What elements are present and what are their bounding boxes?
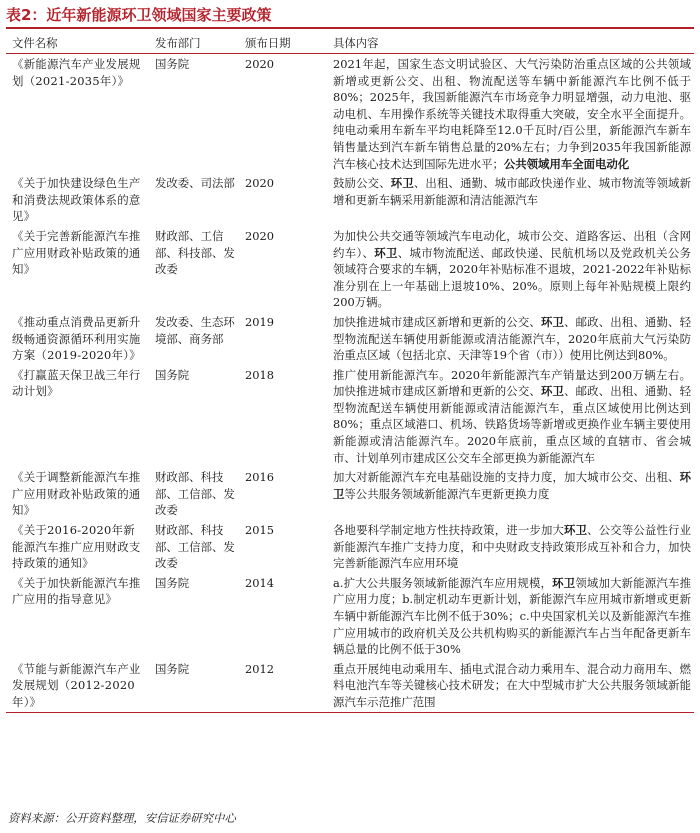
content-text: 、公交等公益性行业新能源汽车推广支持力度，和中央财政支持政策形成互补和合力，加快完善新能源汽车应用环境	[333, 523, 691, 571]
cell-document-name: 《节能与新能源汽车产业发展规划（2012-2020年）》	[6, 659, 149, 712]
cell-content	[327, 573, 694, 659]
content-text: 推广使用新能源汽车。2020年新能源汽车产销量达到200万辆左右。加快推进城市建成区新增和更新的公交、	[333, 367, 691, 399]
cell-document-name: 《关于完善新能源汽车推广应用财政补贴政策的通知》	[12, 228, 141, 277]
cell-content	[327, 312, 694, 365]
title-bar	[6, 5, 694, 29]
cell-content	[327, 365, 694, 468]
cell-department: 国务院	[155, 367, 190, 382]
table-row	[6, 573, 694, 659]
table-row	[6, 54, 694, 174]
column-header-dept: 发布部门	[149, 34, 239, 54]
table-row	[6, 467, 694, 520]
cell-content	[327, 226, 694, 312]
cell-date: 2016	[245, 470, 274, 485]
cell-date: 2012	[239, 659, 327, 712]
content-text: a.扩大公共服务领域新能源汽车应用规模，	[333, 575, 553, 590]
cell-content	[327, 520, 694, 573]
cell-date: 2018	[245, 367, 274, 382]
cell-date: 2020	[245, 176, 274, 191]
highlight-text: 环卫	[333, 470, 691, 501]
highlight-text: 环卫	[374, 245, 398, 260]
cell-document-name: 《打赢蓝天保卫战三年行动计划》	[12, 367, 141, 399]
cell-document-name: 《关于加快新能源汽车推广应用的指导意见》	[12, 575, 141, 607]
highlight-text: 环卫	[552, 575, 576, 590]
cell-department: 财政部、科技部、工信部、发改委	[155, 523, 235, 571]
content-text: 各地要科学制定地方性扶持政策，进一步加大	[333, 523, 565, 538]
table-row	[6, 520, 694, 573]
cell-content	[327, 54, 694, 174]
table-row	[6, 659, 694, 712]
cell-document-name: 《关于2016-2020年新能源汽车推广应用财政支持政策的通知》	[12, 523, 141, 571]
content-text: 、邮政、出租、通勤、轻型物流配送车辆使用新能源或清洁能源汽车，2020年底前大气污染防治重点区域（包括北京、天津等19个省（市））使用比例达到80%。	[333, 314, 691, 363]
cell-document-name: 《关于调整新能源汽车推广应用财政补贴政策的通知》	[12, 470, 141, 518]
cell-department: 发改委、司法部	[155, 176, 235, 191]
cell-department: 国务院	[155, 57, 190, 71]
cell-date: 2014	[245, 575, 274, 590]
column-header-content: 具体内容	[327, 34, 694, 54]
highlight-text: 环卫	[540, 384, 565, 399]
cell-department: 国务院	[155, 575, 190, 590]
cell-document-name: 《推动重点消费品更新升级畅通资源循环利用实施方案（2019-2020年）》	[12, 314, 141, 363]
content-text: 2021年起，国家生态文明试验区、大气污染防治重点区域的公共领域新增或更新公交、出租、物流配送等车辆中新能源汽车比例不低于80%；2025年，我国新能源汽车市场竞争力明显增强，动力电池、驱动电机、车用操作系统等关键技术取得重大突破，安全水平全面提升。纯电动乘用车新车平均电耗降至12.0千瓦时/百公里，新能源汽车新车销售量达到汽车新车销售总量的20%左右；力争到2035年我国新能源汽车核心技术达到国际先进水平；	[333, 57, 691, 171]
table-row	[6, 365, 694, 468]
content-text: 为加快公共交通等领域汽车电动化，城市公交、道路客运、出租（含网约车）、	[333, 228, 691, 260]
content-text: 重点开展纯电动乘用车、插电式混合动力乘用车、混合动力商用车、燃料电池汽车等关键核心技术研发；在大中型城市扩大公共服务领域新能源汽车示范推广范围	[333, 661, 691, 709]
cell-department: 财政部、科技部、工信部、发改委	[155, 470, 235, 518]
table-row	[6, 226, 694, 312]
column-header-doc: 文件名称	[6, 34, 149, 54]
content-text: 、邮政、出租、通勤、轻型物流配送车辆使用新能源或清洁能源汽车，重点区域使用比例达到80%；重点区域港口、机场、铁路货场等新增或更换作业车辆主要使用新能源或清洁能源汽车。2020年底前，重点区域的直辖市、省会城市、计划单列市建成区公交车全部更换为新能源汽车	[333, 384, 691, 465]
highlight-text: 环卫	[564, 523, 588, 538]
cell-content	[327, 173, 694, 226]
cell-date: 2020	[245, 57, 274, 71]
policy-table-body	[6, 54, 694, 713]
content-text: 、城市物流配送、邮政快递、民航机场以及党政机关公务领域符合要求的车辆，2020年补贴标准不退坡，2021-2022年补贴标准分别在上一年基础上退坡10%、20%。原则上每年补贴规模上限约200万辆。	[333, 245, 691, 310]
cell-document-name: 《关于加快建设绿色生产和消费法规政策体系的意见》	[12, 176, 141, 224]
highlight-text: 环卫	[390, 176, 414, 191]
column-header-date: 颁布日期	[239, 34, 327, 54]
content-text: 鼓励公交、	[333, 176, 391, 191]
source-note: 资料来源：公开资料整理，安信证券研究中心	[8, 811, 236, 825]
content-text: 等公共服务领域新能源汽车更新更换力度	[344, 486, 550, 501]
highlight-text: 环卫	[540, 314, 565, 329]
content-text: 领域加大新能源汽车推广应用力度；b.制定机动车更新计划，新能源汽车应用城市新增或更新车辆中新能源汽车比例不低于30%；c.中央国家机关以及新能源汽车推广应用城市的政府机关及公共机构购买的新能源汽车占当年配备更新车辆总量的比例不低于30%	[333, 575, 691, 657]
highlight-text: 公共领域用车全面电动化	[503, 156, 630, 171]
table-header-row	[6, 34, 694, 54]
table-title: 表2：近年新能源环卫领域国家主要政策	[6, 6, 272, 24]
cell-date: 2019	[245, 314, 274, 329]
content-text: 、出租、通勤、城市邮政快递作业、城市物流等领域新增和更新车辆采用新能源和清洁能源汽车	[333, 176, 691, 207]
cell-document-name: 《新能源汽车产业发展规划（2021-2035年）》	[12, 57, 141, 88]
cell-date: 2020	[245, 228, 274, 243]
cell-content	[327, 467, 694, 520]
content-text: 加大对新能源汽车充电基础设施的支持力度，加大城市公交、出租、	[333, 470, 680, 485]
policy-table	[6, 34, 694, 713]
cell-date: 2015	[245, 523, 274, 538]
cell-department: 财政部、工信部、科技部、发改委	[155, 228, 235, 277]
cell-department: 发改委、生态环境部、商务部	[155, 314, 235, 346]
table-row	[6, 312, 694, 365]
cell-content	[327, 659, 694, 712]
cell-department: 国务院	[149, 659, 239, 712]
content-text: 加快推进城市建成区新增和更新的公交、	[333, 314, 541, 329]
table-row	[6, 173, 694, 226]
